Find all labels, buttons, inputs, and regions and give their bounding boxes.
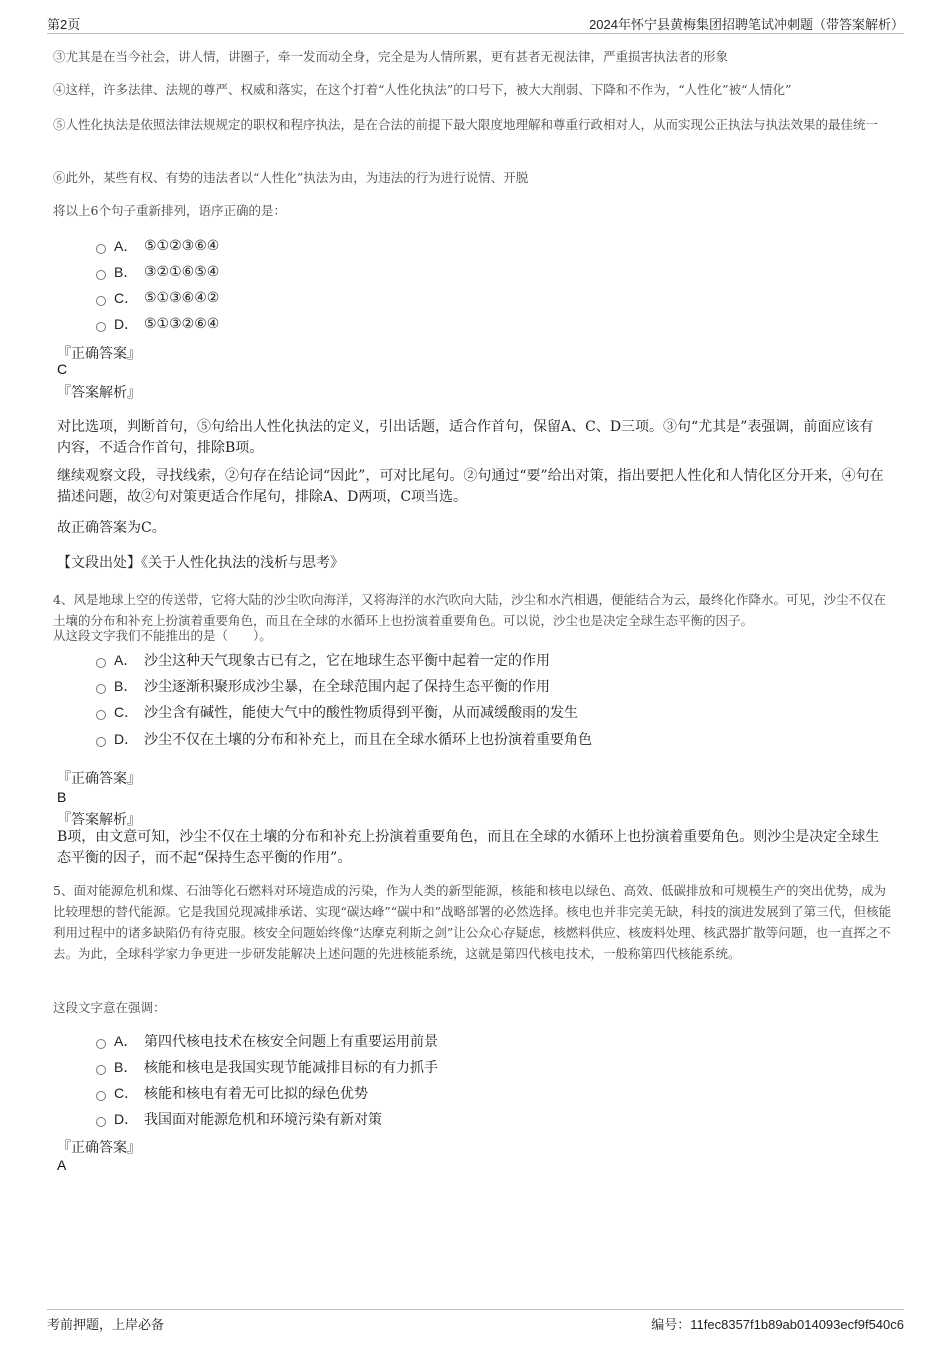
q3-option-d[interactable]: D． ⑤①③②⑥④ xyxy=(96,314,219,334)
radio-icon[interactable] xyxy=(96,684,106,694)
analysis-paragraph: 继续观察文段，寻找线索，②句存在结论词“因此”，可对比尾句。②句通过“要”给出对策，指出要把人性化和人情化区分开来，④句在描述问题，故②句对策更适合作尾句，排除A、D两项，C项当选。 xyxy=(57,468,884,505)
source-citation: 【文段出处】《关于人性化执法的浅析与思考》 xyxy=(57,555,344,571)
analysis-paragraph: B项，由文意可知，沙尘不仅在土壤的分布和补充上扮演着重要角色，而且在全球的水循环上也扮演着重要角色。则沙尘是决定全球生态平衡的因子，而不起“保持生态平衡的作用”。 xyxy=(57,829,880,866)
footer-divider xyxy=(47,1309,904,1310)
sentence-4: ④这样，许多法律、法规的尊严、权威和落实，在这个打着“人性化执法”的口号下，被大大削弱、下降和不作为，“人性化”被“人情化” xyxy=(53,82,792,97)
q5-option-b[interactable]: B． 核能和核电是我国实现节能减排目标的有力抓手 xyxy=(96,1057,438,1077)
radio-icon[interactable] xyxy=(96,1039,106,1049)
footer-slogan: 考前押题，上岸必备 xyxy=(47,1317,165,1332)
q5-option-a[interactable]: A． 第四代核电技术在核安全问题上有重要运用前景 xyxy=(96,1031,438,1051)
radio-icon[interactable] xyxy=(96,244,106,254)
document-id: 编号：11fec8357f1b89ab014093ecf9f540c6 xyxy=(651,1317,904,1332)
q4-option-d[interactable]: D． 沙尘不仅在土壤的分布和补充上，而且在全球水循环上也扮演着重要角色 xyxy=(96,729,592,749)
analysis-label: 『答案解析』 xyxy=(57,385,141,401)
analysis-paragraph: 对比选项，判断首句，⑤句给出人性化执法的定义，引出话题，适合作首句，保留A、C、D三项。③句“尤其是”表强调，前面应该有内容，不适合作首句，排除B项。 xyxy=(57,419,874,456)
answer-value: A xyxy=(57,1157,67,1173)
q4-option-c[interactable]: C． 沙尘含有碱性，能使大气中的酸性物质得到平衡，从而减缓酸雨的发生 xyxy=(96,702,578,722)
answer-label: 『正确答案』 xyxy=(57,771,141,787)
page-number: 第2页 xyxy=(47,17,81,32)
radio-icon[interactable] xyxy=(96,737,106,747)
q3-option-a[interactable]: A． ⑤①②③⑥④ xyxy=(96,236,219,256)
answer-label: 『正确答案』 xyxy=(57,1140,141,1156)
question-prompt: 将以上6个句子重新排列，语序正确的是： xyxy=(53,203,286,218)
radio-icon[interactable] xyxy=(96,322,106,332)
sentence-6: ⑥此外，某些有权、有势的违法者以“人性化”执法为由，为违法的行为进行说情、开脱 xyxy=(53,170,529,185)
q5-option-c[interactable]: C． 核能和核电有着无可比拟的绿色优势 xyxy=(96,1083,368,1103)
q5-option-d[interactable]: D． 我国面对能源危机和环境污染有新对策 xyxy=(96,1109,382,1129)
radio-icon[interactable] xyxy=(96,296,106,306)
radio-icon[interactable] xyxy=(96,1117,106,1127)
answer-value: B xyxy=(57,789,67,805)
sentence-5: ⑤人性化执法是依照法律法规规定的职权和程序执法，是在合法的前提下最大限度地理解和尊重行政相对人，从而实现公正执法与执法效果的最佳统一 xyxy=(53,117,879,132)
radio-icon[interactable] xyxy=(96,270,106,280)
q3-option-b[interactable]: B． ③②①⑥⑤④ xyxy=(96,262,219,282)
question-stem: 5、面对能源危机和煤、石油等化石燃料对环境造成的污染，作为人类的新型能源，核能和核电以绿色、高效、低碳排放和可规模生产的突出优势，成为比较理想的替代能源。它是我国兑现减排承诺、实现“碳达峰”“碳中和”战略部署的必然选择。核电也并非完美无缺，科技的演进发展到了第三代，但核能利用过程中的诸多缺陷仍有待克服。核安全问题始终像“达摩克利斯之剑”让公众心存疑虑，核燃料供应、核废料处理、核武器扩散等问题，也一直挥之不去。为此，全球科学家力争更进一步研发能解决上述问题的先进核能系统，这就是第四代核电技术，一般称第四代核能系统。 xyxy=(53,883,892,961)
document-title: 2024年怀宁县黄梅集团招聘笔试冲刺题（带答案解析） xyxy=(589,17,904,32)
question-prompt: 这段文字意在强调： xyxy=(53,1000,166,1015)
answer-label: 『正确答案』 xyxy=(57,346,141,362)
analysis-conclusion: 故正确答案为C。 xyxy=(57,520,166,536)
header-divider xyxy=(47,33,904,34)
radio-icon[interactable] xyxy=(96,1065,106,1075)
radio-icon[interactable] xyxy=(96,1091,106,1101)
q4-option-a[interactable]: A． 沙尘这种天气现象古已有之，它在地球生态平衡中起着一定的作用 xyxy=(96,650,550,670)
q4-option-b[interactable]: B． 沙尘逐渐积聚形成沙尘暴，在全球范围内起了保持生态平衡的作用 xyxy=(96,676,550,696)
radio-icon[interactable] xyxy=(96,658,106,668)
q3-option-c[interactable]: C． ⑤①③⑥④② xyxy=(96,288,219,308)
radio-icon[interactable] xyxy=(96,710,106,720)
answer-value: C xyxy=(57,361,68,377)
analysis-label: 『答案解析』 xyxy=(57,812,141,828)
question-stem: 4、风是地球上空的传送带，它将大陆的沙尘吹向海洋，又将海洋的水汽吹向大陆，沙尘和水汽相遇，便能结合为云，最终化作降水。可见，沙尘不仅在土壤的分布和补充上扮演着重要角色，而且在全球的水循环上也扮演着重要角色。可以说，沙尘也是决定全球生态平衡的因子。 xyxy=(53,592,886,628)
question-prompt: 从这段文字我们不能推出的是（ ）。 xyxy=(53,628,272,643)
sentence-3: ③尤其是在当今社会，讲人情，讲圈子，牵一发而动全身，完全是为人情所累，更有甚者无视法律，严重损害执法者的形象 xyxy=(53,49,729,64)
